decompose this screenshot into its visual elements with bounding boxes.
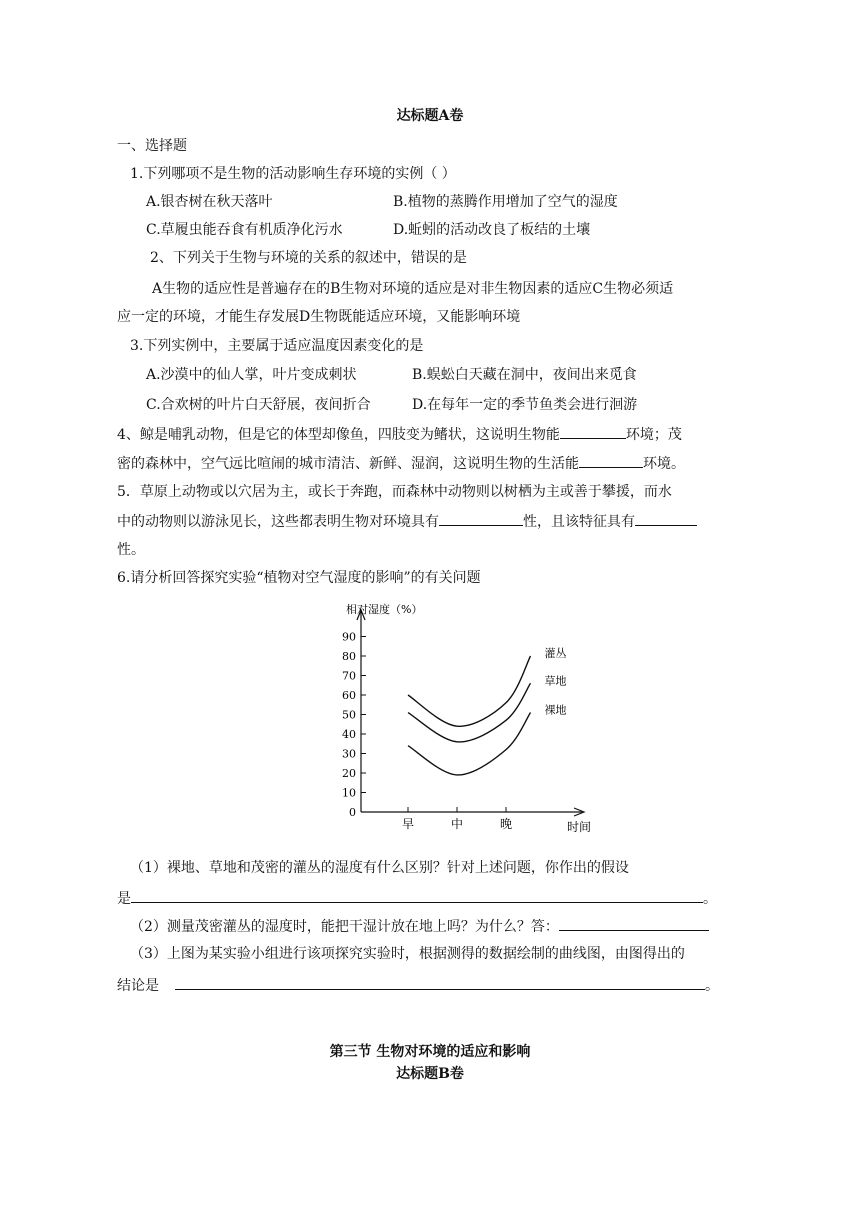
x-tick-label: 早 — [401, 817, 415, 831]
y-tick-label: 50 — [342, 708, 356, 722]
q2-stem: 2、下列关于生物与环境的关系的叙述中，错误的是 — [150, 250, 467, 266]
q3-option-c: C.合欢树的叶片白天舒展，夜间折合 — [146, 397, 371, 413]
q4-line1-text-b: 环境；茂 — [625, 427, 682, 443]
series-line — [408, 713, 531, 775]
y-tick-label: 20 — [342, 767, 356, 780]
q4-line1-text-a: 4、鲸是哺乳动物，但是它的体型却像鱼，四肢变为鳍状，这说明生物能 — [117, 427, 560, 443]
q4-line1 — [117, 424, 682, 445]
y-tick-label: 30 — [342, 747, 356, 761]
y-tick-label: 90 — [342, 630, 356, 644]
x-tick-label: 中 — [450, 817, 464, 831]
q3-option-d: D.在每年一定的季节鱼类会进行洄游 — [412, 397, 638, 413]
x-tick-label: 晚 — [499, 817, 513, 831]
section-3-title: 第三节 生物对环境的适应和影响 — [329, 1044, 531, 1060]
q1-option-c: C.草履虫能吞食有机质净化污水 — [146, 222, 343, 238]
q6-sub1-line2 — [117, 888, 717, 909]
title-b: 达标题B卷 — [396, 1066, 464, 1082]
q5-line2-text-a: 中的动物则以游泳见长，这些都表明生物对环境具有 — [117, 514, 439, 530]
q4-blank-1[interactable] — [560, 424, 626, 439]
q4-blank-2[interactable] — [579, 453, 643, 468]
q6-sub3-line1: （3）上图为某实验小组进行该项探究实验时，根据测得的数据绘制的曲线图，由图得出的 — [130, 946, 685, 962]
q6-sub1-text-b: 。 — [703, 891, 717, 907]
q6-sub1-line1: （1）裸地、草地和茂密的灌丛的湿度有什么区别？针对上述问题，你作出的假设 — [130, 860, 629, 876]
series-label: 灌丛 — [544, 647, 567, 660]
q5-line2 — [117, 511, 697, 532]
q6-blank-1[interactable] — [131, 888, 703, 903]
q5-line1: 5．草原上动物或以穴居为主，或长于奔跑，而森林中动物则以树栖为主或善于攀援，而水 — [117, 484, 672, 500]
q6-blank-2[interactable] — [559, 916, 709, 931]
section-choice: 一、选择题 — [117, 138, 187, 154]
y-axis-title: 相对湿度（%） — [346, 603, 423, 616]
q5-blank-1[interactable] — [439, 511, 523, 526]
y-tick-label: 10 — [342, 786, 356, 800]
q6-sub1-text-a: 是 — [117, 891, 131, 907]
q2-line1: A生物的适应性是普遍存在的B生物对环境的适应是对非生物因素的适应C生物必须适 — [152, 281, 674, 297]
series-label: 草地 — [544, 674, 567, 688]
q5-line2-text-b: 性，且该特征具有 — [523, 514, 635, 530]
q3-option-a: A.沙漠中的仙人掌，叶片变成刺状 — [146, 367, 357, 383]
q5-line3: 性。 — [117, 542, 145, 558]
q1-option-d: D.蚯蚓的活动改良了板结的土壤 — [393, 222, 591, 238]
y-tick-label: 70 — [342, 669, 356, 683]
humidity-chart — [330, 600, 630, 840]
q3-option-b: B.蜈蚣白天藏在洞中，夜间出来觅食 — [412, 367, 637, 383]
series-line — [408, 656, 531, 726]
q6-sub3-text-b: 。 — [705, 978, 719, 994]
q4-line2 — [117, 453, 685, 474]
q6-sub3-text-a: 结论是 — [117, 978, 159, 994]
title-a: 达标题A卷 — [396, 108, 464, 124]
q4-line2-text-b: 环境。 — [643, 456, 685, 472]
series-label: 裸地 — [544, 703, 567, 717]
q6-blank-3[interactable] — [175, 975, 705, 990]
q5-blank-2[interactable] — [635, 511, 697, 526]
y-tick-label: 60 — [342, 689, 356, 702]
q2-line2: 应一定的环境，才能生存发展D生物既能适应环境，又能影响环境 — [117, 309, 521, 325]
q4-line2-text-a: 密的森林中，空气远比喧闹的城市清洁、新鲜、湿润，这说明生物的生活能 — [117, 456, 579, 472]
q6-stem: 6.请分析回答探究实验“植物对空气湿度的影响”的有关问题 — [117, 570, 481, 586]
series-line — [408, 683, 531, 742]
q3-stem: 3.下列实例中，主要属于适应温度因素变化的是 — [130, 338, 424, 354]
q6-sub2-text: （2）测量茂密灌丛的湿度时，能把干湿计放在地上吗？为什么？答： — [130, 919, 559, 935]
q1-option-a: A.银杏树在秋天落叶 — [146, 194, 273, 210]
y-tick-label: 40 — [342, 728, 356, 741]
q1-stem: 1.下列哪项不是生物的活动影响生存环境的实例（ ） — [130, 166, 456, 182]
q1-option-b: B.植物的蒸腾作用增加了空气的湿度 — [393, 194, 618, 210]
y-tick-label: 0 — [349, 806, 356, 819]
q6-sub2 — [130, 916, 709, 937]
y-tick-label: 80 — [342, 650, 356, 663]
q6-sub3-line2 — [117, 975, 719, 996]
x-axis-title: 时间 — [567, 820, 592, 834]
